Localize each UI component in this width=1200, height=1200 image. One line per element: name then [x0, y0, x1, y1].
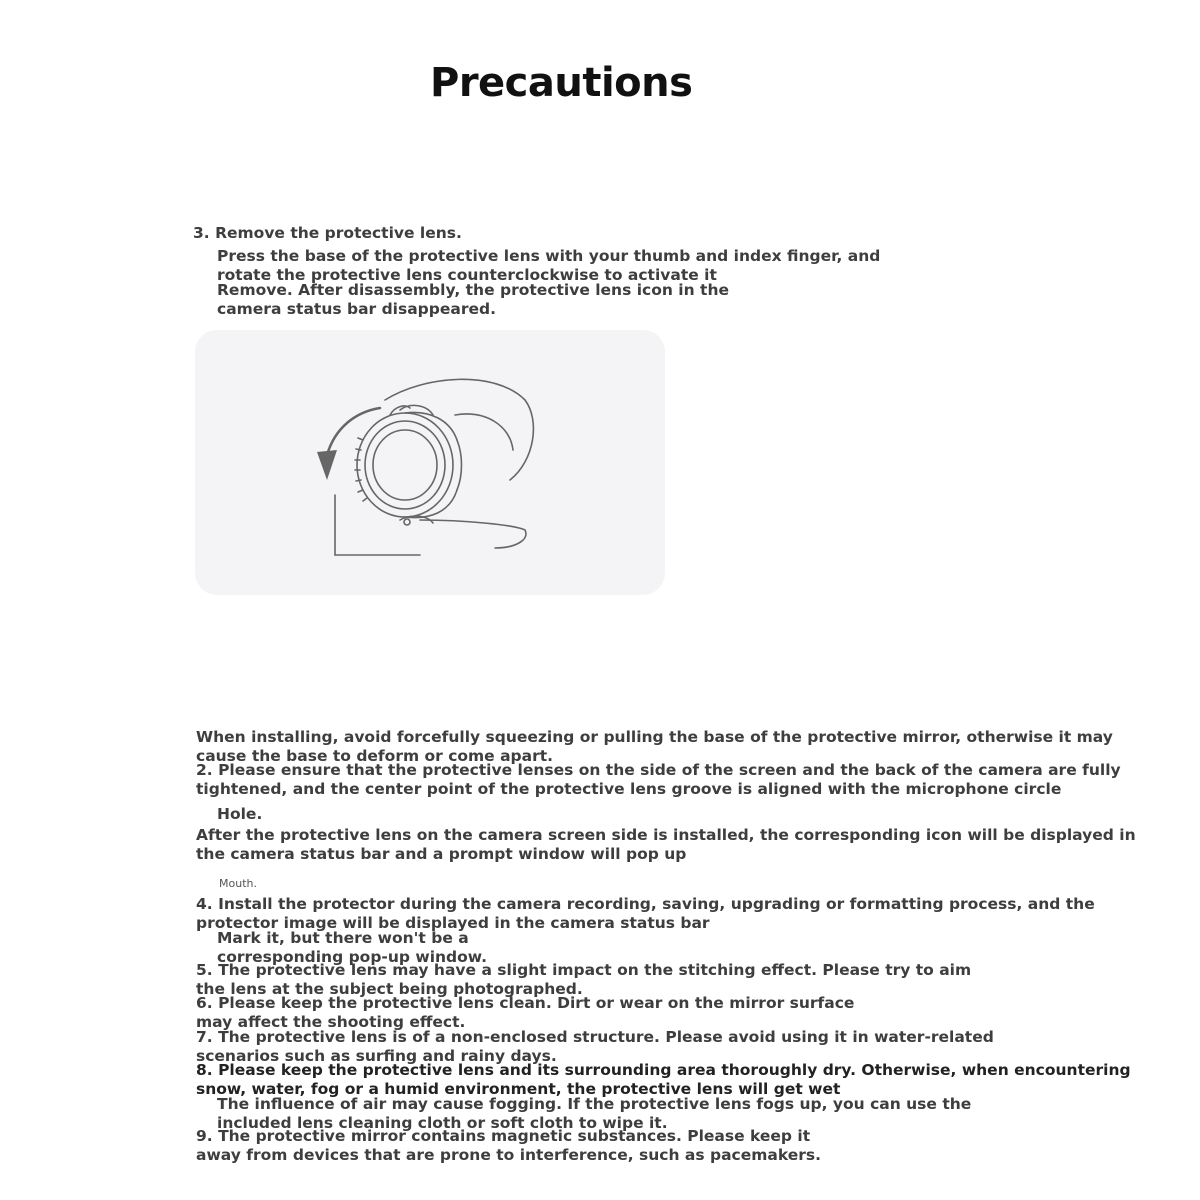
step3-heading: 3. Remove the protective lens.	[193, 224, 462, 242]
note-line: Mouth.	[219, 877, 257, 890]
note-line: corresponding pop-up window.	[217, 948, 488, 966]
step3-line-3: Remove. After disassembly, the protective lens icon in the	[217, 281, 729, 299]
note-line: the camera status bar and a prompt window will pop up	[196, 845, 687, 863]
lens-removal-illustration	[195, 330, 665, 595]
note-line: snow, water, fog or a humid environment, the protective lens will get wet	[196, 1080, 841, 1098]
step3-line-2: rotate the protective lens counterclockwise to activate it	[217, 266, 717, 284]
note-line: 8. Please keep the protective lens and its surrounding area thoroughly dry. Otherwise, when encountering	[196, 1061, 1131, 1079]
step3-line-4: camera status bar disappeared.	[217, 300, 496, 318]
step3-line-1: Press the base of the protective lens with your thumb and index finger, and	[217, 247, 881, 265]
note-line: 5. The protective lens may have a slight impact on the stitching effect. Please try to aim	[196, 961, 972, 979]
note-line: Mark it, but there won't be a	[217, 929, 469, 947]
note-line: The influence of air may cause fogging. If the protective lens fogs up, you can use the	[217, 1095, 972, 1113]
note-line: tightened, and the center point of the protective lens groove is aligned with the microphone circle	[196, 780, 1062, 798]
note-line: the lens at the subject being photographed.	[196, 980, 583, 998]
note-line: 2. Please ensure that the protective lenses on the side of the screen and the back of the camera are fully	[196, 761, 1121, 779]
note-line: away from devices that are prone to interference, such as pacemakers.	[196, 1146, 822, 1164]
note-line: Hole.	[217, 805, 263, 823]
note-line: cause the base to deform or come apart.	[196, 747, 554, 765]
note-line: After the protective lens on the camera screen side is installed, the corresponding icon will be displayed in	[196, 826, 1136, 844]
note-line: may affect the shooting effect.	[196, 1013, 466, 1031]
note-line: 6. Please keep the protective lens clean. Dirt or wear on the mirror surface	[196, 994, 855, 1012]
note-line: When installing, avoid forcefully squeezing or pulling the base of the protective mirror, otherwise it may	[196, 728, 1113, 746]
note-line: 7. The protective lens is of a non-enclosed structure. Please avoid using it in water-related	[196, 1028, 994, 1046]
hand-rotating-lens-icon	[195, 330, 665, 595]
note-line: 9. The protective mirror contains magnetic substances. Please keep it	[196, 1127, 811, 1145]
note-line: 4. Install the protector during the camera recording, saving, upgrading or formatting process, and the	[196, 895, 1095, 913]
page-title: Precautions	[430, 60, 693, 106]
note-line: protector image will be displayed in the camera status bar	[196, 914, 710, 932]
note-line: scenarios such as surfing and rainy days.	[196, 1047, 557, 1065]
note-line: included lens cleaning cloth or soft cloth to wipe it.	[217, 1114, 668, 1132]
